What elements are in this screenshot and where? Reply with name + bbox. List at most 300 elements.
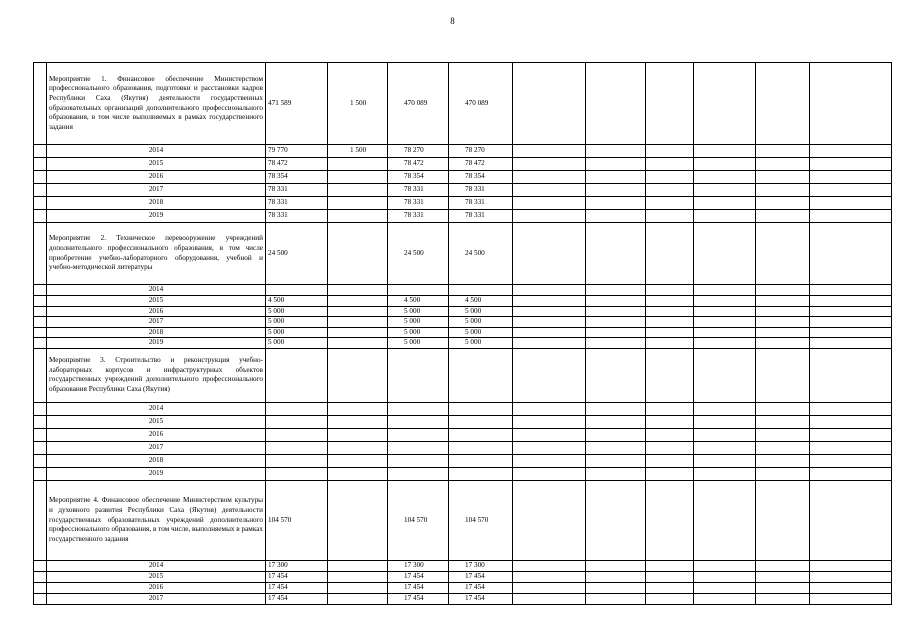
- page-number: 8: [450, 16, 455, 26]
- index-cell: [34, 210, 47, 223]
- empty-cell: [586, 454, 646, 467]
- empty-cell: [646, 63, 694, 145]
- empty-cell: [646, 158, 694, 171]
- index-cell: [34, 223, 47, 285]
- value-cell-2: [328, 415, 388, 428]
- value-cell-2: 1 500: [328, 63, 388, 145]
- year-cell: 2015: [47, 158, 266, 171]
- value-cell-2: [328, 158, 388, 171]
- empty-cell: [756, 454, 810, 467]
- empty-cell: [756, 560, 810, 571]
- index-cell: [34, 415, 47, 428]
- year-cell: 2019: [47, 467, 266, 480]
- value-cell-1: 78 354: [266, 171, 328, 184]
- empty-cell: [586, 593, 646, 604]
- empty-cell: [694, 296, 756, 307]
- value-cell-3: 17 454: [388, 593, 449, 604]
- empty-cell: [586, 582, 646, 593]
- value-cell-1: [266, 415, 328, 428]
- empty-cell: [646, 317, 694, 328]
- value-cell-2: [328, 348, 388, 402]
- empty-cell: [646, 402, 694, 415]
- index-cell: [34, 402, 47, 415]
- empty-cell: [586, 171, 646, 184]
- value-cell-1: 17 454: [266, 593, 328, 604]
- year-cell: 2016: [47, 171, 266, 184]
- empty-cell: [513, 428, 586, 441]
- value-cell-3: 78 331: [388, 184, 449, 197]
- empty-cell: [694, 402, 756, 415]
- value-cell-4: [449, 441, 513, 454]
- empty-cell: [513, 467, 586, 480]
- empty-cell: [694, 348, 756, 402]
- value-cell-3: [388, 467, 449, 480]
- value-cell-2: 1 500: [328, 145, 388, 158]
- value-cell-1: 4 500: [266, 296, 328, 307]
- empty-cell: [646, 571, 694, 582]
- empty-cell: [810, 317, 892, 328]
- empty-cell: [694, 158, 756, 171]
- empty-cell: [646, 441, 694, 454]
- empty-cell: [646, 560, 694, 571]
- value-cell-1: [266, 348, 328, 402]
- year-cell: 2019: [47, 210, 266, 223]
- empty-cell: [756, 582, 810, 593]
- measure-description: Мероприятие 4. Финансовое обеспечение Министерством культуры и духовного развития Республики Саха (Якутия) деятельности государственных образовательных учреждений дополнительного профессионального образования, в том числе, выполняемых в рамках государственного задания: [47, 480, 266, 560]
- empty-cell: [586, 428, 646, 441]
- empty-cell: [694, 560, 756, 571]
- empty-cell: [646, 582, 694, 593]
- index-cell: [34, 327, 47, 338]
- empty-cell: [513, 454, 586, 467]
- measure-description: Мероприятие 1. Финансовое обеспечение Министерством профессионального образования, подготовки и расстановки кадров Республики Саха (Якутия) деятельности государственных образовательных организаций дополнительного профессионального образования, в том числе выполняемых в рамках государственного задания: [47, 63, 266, 145]
- year-row: [34, 317, 892, 328]
- value-cell-2: [328, 285, 388, 296]
- index-cell: [34, 467, 47, 480]
- empty-cell: [513, 571, 586, 582]
- empty-cell: [810, 467, 892, 480]
- empty-cell: [586, 184, 646, 197]
- year-cell: 2017: [47, 441, 266, 454]
- empty-cell: [694, 441, 756, 454]
- year-row: [34, 415, 892, 428]
- year-cell: 2018: [47, 454, 266, 467]
- empty-cell: [586, 223, 646, 285]
- value-cell-1: 5 000: [266, 327, 328, 338]
- empty-cell: [810, 593, 892, 604]
- year-cell: 2015: [47, 571, 266, 582]
- value-cell-1: [266, 428, 328, 441]
- index-cell: [34, 63, 47, 145]
- empty-cell: [513, 158, 586, 171]
- index-cell: [34, 171, 47, 184]
- index-cell: [34, 571, 47, 582]
- empty-cell: [756, 571, 810, 582]
- value-cell-4: 17 454: [449, 593, 513, 604]
- value-cell-3: 104 570: [388, 480, 449, 560]
- value-cell-4: 5 000: [449, 338, 513, 349]
- value-cell-1: 78 331: [266, 197, 328, 210]
- empty-cell: [646, 197, 694, 210]
- empty-cell: [646, 223, 694, 285]
- index-cell: [34, 145, 47, 158]
- empty-cell: [513, 402, 586, 415]
- empty-cell: [586, 338, 646, 349]
- value-cell-4: 24 500: [449, 223, 513, 285]
- index-cell: [34, 338, 47, 349]
- value-cell-2: [328, 171, 388, 184]
- empty-cell: [810, 454, 892, 467]
- year-cell: 2014: [47, 402, 266, 415]
- year-cell: 2018: [47, 327, 266, 338]
- value-cell-3: 78 331: [388, 197, 449, 210]
- empty-cell: [513, 296, 586, 307]
- value-cell-4: 5 000: [449, 306, 513, 317]
- empty-cell: [810, 306, 892, 317]
- value-cell-2: [328, 441, 388, 454]
- empty-cell: [586, 348, 646, 402]
- year-row: [34, 296, 892, 307]
- year-row: [34, 184, 892, 197]
- empty-cell: [513, 593, 586, 604]
- empty-cell: [513, 582, 586, 593]
- empty-cell: [513, 197, 586, 210]
- empty-cell: [756, 317, 810, 328]
- empty-cell: [756, 158, 810, 171]
- value-cell-2: [328, 582, 388, 593]
- value-cell-4: 78 270: [449, 145, 513, 158]
- value-cell-4: 78 331: [449, 210, 513, 223]
- empty-cell: [586, 571, 646, 582]
- measure-row: [34, 63, 892, 145]
- value-cell-1: [266, 402, 328, 415]
- value-cell-3: 17 454: [388, 582, 449, 593]
- index-cell: [34, 441, 47, 454]
- empty-cell: [646, 184, 694, 197]
- empty-cell: [513, 441, 586, 454]
- value-cell-2: [328, 480, 388, 560]
- empty-cell: [646, 593, 694, 604]
- empty-cell: [694, 145, 756, 158]
- index-cell: [34, 306, 47, 317]
- value-cell-2: [328, 593, 388, 604]
- empty-cell: [810, 197, 892, 210]
- year-row: [34, 145, 892, 158]
- year-cell: 2017: [47, 593, 266, 604]
- value-cell-4: [449, 285, 513, 296]
- empty-cell: [810, 223, 892, 285]
- index-cell: [34, 317, 47, 328]
- empty-cell: [513, 338, 586, 349]
- empty-cell: [694, 63, 756, 145]
- empty-cell: [694, 467, 756, 480]
- value-cell-1: 17 300: [266, 560, 328, 571]
- year-row: [34, 197, 892, 210]
- empty-cell: [756, 197, 810, 210]
- empty-cell: [646, 454, 694, 467]
- empty-cell: [694, 317, 756, 328]
- empty-cell: [694, 197, 756, 210]
- value-cell-1: 5 000: [266, 317, 328, 328]
- index-cell: [34, 197, 47, 210]
- value-cell-3: 5 000: [388, 306, 449, 317]
- empty-cell: [646, 415, 694, 428]
- year-row: [34, 171, 892, 184]
- value-cell-2: [328, 306, 388, 317]
- index-cell: [34, 428, 47, 441]
- budget-table: [33, 62, 892, 605]
- empty-cell: [810, 327, 892, 338]
- empty-cell: [756, 171, 810, 184]
- empty-cell: [513, 223, 586, 285]
- empty-cell: [810, 582, 892, 593]
- empty-cell: [810, 171, 892, 184]
- empty-cell: [646, 171, 694, 184]
- empty-cell: [646, 480, 694, 560]
- empty-cell: [810, 480, 892, 560]
- empty-cell: [810, 296, 892, 307]
- empty-cell: [513, 327, 586, 338]
- value-cell-3: 5 000: [388, 338, 449, 349]
- value-cell-3: 78 331: [388, 210, 449, 223]
- year-row: [34, 571, 892, 582]
- value-cell-2: [328, 560, 388, 571]
- value-cell-1: 17 454: [266, 571, 328, 582]
- empty-cell: [513, 184, 586, 197]
- value-cell-2: [328, 197, 388, 210]
- year-row: [34, 560, 892, 571]
- empty-cell: [694, 428, 756, 441]
- empty-cell: [694, 593, 756, 604]
- value-cell-2: [328, 327, 388, 338]
- measure-description: Мероприятие 2. Техническое перевооружение учреждений дополнительного профессионального образования, в том числе приобретение учебно-лабораторного оборудования, учебной и учебно-методической литературы: [47, 223, 266, 285]
- empty-cell: [756, 415, 810, 428]
- year-row: [34, 210, 892, 223]
- empty-cell: [810, 184, 892, 197]
- value-cell-1: 78 472: [266, 158, 328, 171]
- empty-cell: [694, 171, 756, 184]
- value-cell-3: [388, 348, 449, 402]
- year-cell: 2015: [47, 296, 266, 307]
- empty-cell: [810, 145, 892, 158]
- value-cell-4: [449, 454, 513, 467]
- value-cell-1: 78 331: [266, 210, 328, 223]
- empty-cell: [756, 480, 810, 560]
- year-cell: 2017: [47, 317, 266, 328]
- empty-cell: [810, 158, 892, 171]
- empty-cell: [513, 415, 586, 428]
- empty-cell: [694, 571, 756, 582]
- value-cell-3: 17 454: [388, 571, 449, 582]
- empty-cell: [694, 223, 756, 285]
- empty-cell: [756, 593, 810, 604]
- empty-cell: [513, 210, 586, 223]
- empty-cell: [646, 285, 694, 296]
- value-cell-3: [388, 415, 449, 428]
- index-cell: [34, 560, 47, 571]
- empty-cell: [513, 145, 586, 158]
- empty-cell: [694, 454, 756, 467]
- empty-cell: [586, 210, 646, 223]
- value-cell-3: [388, 402, 449, 415]
- value-cell-4: 78 354: [449, 171, 513, 184]
- empty-cell: [756, 285, 810, 296]
- empty-cell: [810, 402, 892, 415]
- empty-cell: [513, 285, 586, 296]
- year-cell: 2016: [47, 428, 266, 441]
- value-cell-3: 17 300: [388, 560, 449, 571]
- value-cell-1: 79 770: [266, 145, 328, 158]
- value-cell-3: 78 354: [388, 171, 449, 184]
- empty-cell: [513, 480, 586, 560]
- empty-cell: [756, 467, 810, 480]
- empty-cell: [694, 285, 756, 296]
- value-cell-1: 471 589: [266, 63, 328, 145]
- value-cell-1: [266, 454, 328, 467]
- value-cell-3: [388, 454, 449, 467]
- empty-cell: [756, 306, 810, 317]
- year-row: [34, 306, 892, 317]
- empty-cell: [646, 306, 694, 317]
- value-cell-4: 17 300: [449, 560, 513, 571]
- empty-cell: [586, 285, 646, 296]
- value-cell-3: 5 000: [388, 317, 449, 328]
- value-cell-3: [388, 428, 449, 441]
- empty-cell: [586, 63, 646, 145]
- empty-cell: [810, 338, 892, 349]
- value-cell-4: 470 089: [449, 63, 513, 145]
- empty-cell: [756, 348, 810, 402]
- value-cell-2: [328, 210, 388, 223]
- empty-cell: [756, 145, 810, 158]
- index-cell: [34, 158, 47, 171]
- value-cell-1: 17 454: [266, 582, 328, 593]
- value-cell-2: [328, 223, 388, 285]
- value-cell-2: [328, 402, 388, 415]
- index-cell: [34, 582, 47, 593]
- value-cell-3: 24 500: [388, 223, 449, 285]
- empty-cell: [810, 285, 892, 296]
- empty-cell: [694, 210, 756, 223]
- empty-cell: [513, 348, 586, 402]
- value-cell-4: [449, 415, 513, 428]
- empty-cell: [810, 560, 892, 571]
- value-cell-2: [328, 338, 388, 349]
- value-cell-1: 5 000: [266, 338, 328, 349]
- index-cell: [34, 454, 47, 467]
- empty-cell: [646, 348, 694, 402]
- empty-cell: [513, 317, 586, 328]
- year-row: [34, 593, 892, 604]
- value-cell-4: [449, 467, 513, 480]
- empty-cell: [586, 415, 646, 428]
- index-cell: [34, 593, 47, 604]
- empty-cell: [810, 348, 892, 402]
- empty-cell: [810, 415, 892, 428]
- value-cell-2: [328, 454, 388, 467]
- empty-cell: [694, 338, 756, 349]
- value-cell-2: [328, 428, 388, 441]
- year-cell: 2019: [47, 338, 266, 349]
- value-cell-1: [266, 467, 328, 480]
- empty-cell: [513, 306, 586, 317]
- empty-cell: [646, 428, 694, 441]
- year-row: [34, 285, 892, 296]
- year-cell: 2018: [47, 197, 266, 210]
- value-cell-4: 17 454: [449, 571, 513, 582]
- value-cell-3: 78 472: [388, 158, 449, 171]
- value-cell-2: [328, 184, 388, 197]
- empty-cell: [756, 184, 810, 197]
- empty-cell: [586, 441, 646, 454]
- empty-cell: [756, 402, 810, 415]
- value-cell-2: [328, 296, 388, 307]
- value-cell-3: 5 000: [388, 327, 449, 338]
- year-cell: 2014: [47, 560, 266, 571]
- year-cell: 2016: [47, 306, 266, 317]
- empty-cell: [810, 441, 892, 454]
- year-row: [34, 467, 892, 480]
- year-cell: 2014: [47, 145, 266, 158]
- empty-cell: [586, 296, 646, 307]
- empty-cell: [586, 158, 646, 171]
- empty-cell: [756, 338, 810, 349]
- value-cell-4: 17 454: [449, 582, 513, 593]
- index-cell: [34, 184, 47, 197]
- year-row: [34, 428, 892, 441]
- empty-cell: [586, 327, 646, 338]
- value-cell-3: [388, 285, 449, 296]
- value-cell-4: 4 500: [449, 296, 513, 307]
- value-cell-1: 5 000: [266, 306, 328, 317]
- empty-cell: [810, 428, 892, 441]
- measure-row: [34, 480, 892, 560]
- empty-cell: [646, 338, 694, 349]
- year-row: [34, 158, 892, 171]
- value-cell-1: [266, 441, 328, 454]
- empty-cell: [586, 560, 646, 571]
- value-cell-4: [449, 402, 513, 415]
- measure-row: [34, 348, 892, 402]
- value-cell-4: 78 331: [449, 197, 513, 210]
- empty-cell: [586, 467, 646, 480]
- empty-cell: [513, 560, 586, 571]
- empty-cell: [694, 415, 756, 428]
- value-cell-4: 5 000: [449, 327, 513, 338]
- empty-cell: [810, 210, 892, 223]
- year-cell: 2016: [47, 582, 266, 593]
- value-cell-3: 470 089: [388, 63, 449, 145]
- value-cell-1: 104 570: [266, 480, 328, 560]
- empty-cell: [756, 63, 810, 145]
- index-cell: [34, 296, 47, 307]
- empty-cell: [646, 145, 694, 158]
- empty-cell: [694, 582, 756, 593]
- empty-cell: [513, 171, 586, 184]
- empty-cell: [513, 63, 586, 145]
- value-cell-4: [449, 348, 513, 402]
- empty-cell: [810, 571, 892, 582]
- year-cell: 2015: [47, 415, 266, 428]
- empty-cell: [756, 441, 810, 454]
- value-cell-1: 24 500: [266, 223, 328, 285]
- value-cell-3: 4 500: [388, 296, 449, 307]
- value-cell-4: 5 000: [449, 317, 513, 328]
- value-cell-4: [449, 428, 513, 441]
- year-row: [34, 338, 892, 349]
- empty-cell: [756, 296, 810, 307]
- value-cell-3: [388, 441, 449, 454]
